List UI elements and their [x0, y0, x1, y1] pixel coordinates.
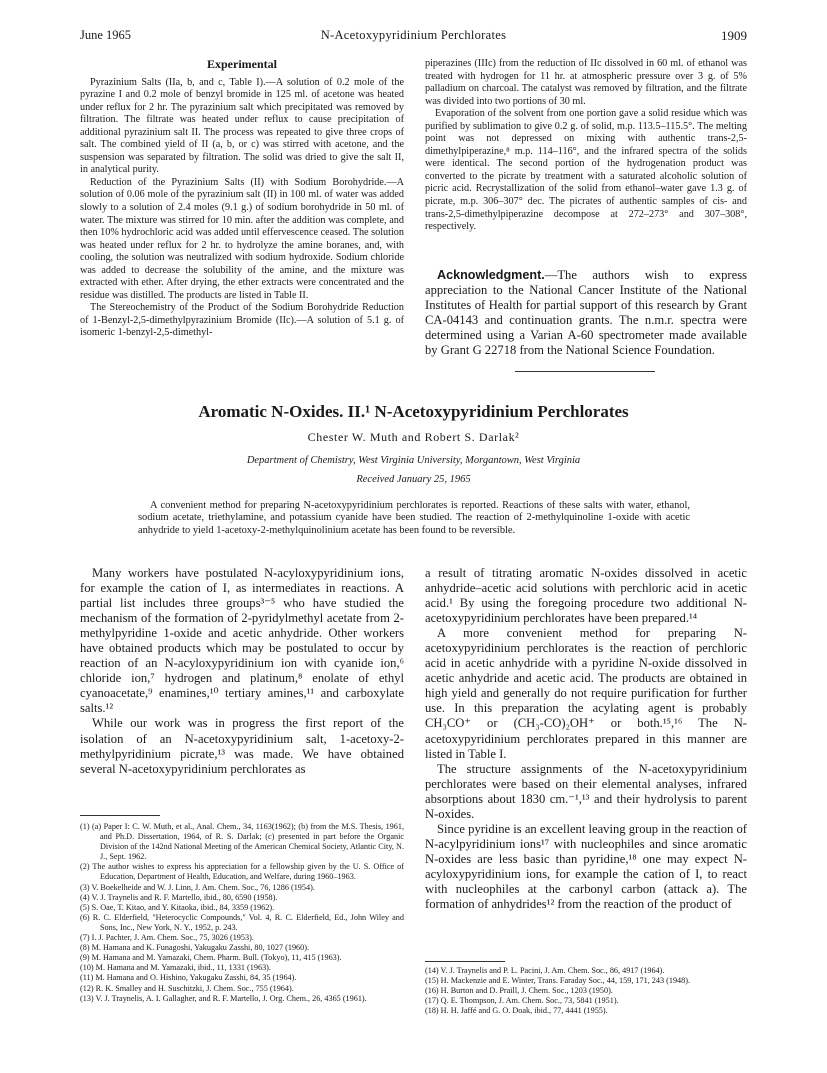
article-authors: Chester W. Muth and Robert S. Darlak²: [307, 430, 520, 444]
footnote: (6) R. C. Elderfield, "Heterocyclic Compounds," Vol. 4, R. C. Elderfield, Ed., John Wiley and Sons, Inc., New York, N. Y., 1952, p. 243.: [80, 912, 404, 932]
footnote: (8) M. Hamana and K. Funagoshi, Yakugaku Zasshi, 80, 1027 (1960).: [80, 943, 309, 953]
footnote: (10) M. Hamana and M. Yamazaki, ibid., 11, 1331 (1963).: [80, 963, 271, 973]
experimental-paragraph: Pyrazinium Salts (IIa, b, and c, Table I).—A solution of 0.2 mole of the pyrazine I and 0.2 mole of benzyl bromide in 125 ml. of acetone was heated under reflux for 2 hr. The pyrazinium salt which precipitated was removed by filtration. The filtrate was heated under reflux to cause precipitation of additional pyrazinium salt II. The process was repeated to give three crops of salt. The combined yield of II (a, b, or c) was stirred with acetone, and the suspension was separated by filtration. The solid was dried to give the salt II, in analytical purity.: [80, 76, 404, 176]
experimental-section: [80, 58, 404, 340]
footnote: (12) R. K. Smalley and H. Suschitzki, J. Chem. Soc., 755 (1964).: [80, 983, 294, 993]
header-running-title: N-Acetoxypyridinium Perchlorates: [320, 28, 507, 42]
acknowledgment: [425, 268, 747, 358]
footnote: (4) V. J. Traynelis and R. F. Martello, ibid., 80, 6590 (1958).: [80, 892, 278, 902]
footnote: (16) H. Burton and D. Praill, J. Chem. Soc., 1203 (1950).: [425, 986, 613, 996]
body-paragraph: Since pyridine is an excellent leaving group in the reaction of N-acylpyridinium ions¹⁷ with nucleophiles and since aromatic N-oxides are less basic than pyridine,¹⁸ one may expect N-acyloxypyridinium ions, for example the cation of I, to react with nucleophiles at the carbonyl carbon (attack a). The formation of anhydrides¹² from the reaction of the product of: [425, 821, 747, 912]
experimental-paragraph: The Stereochemistry of the Product of the Sodium Borohydride Reduction of 1-Benzyl-2,5-dimethylpyrazinium Bromide (IIc).—A solution of 5.1 g. of isomeric 1-benzyl-2,5-dimethyl-: [80, 302, 404, 339]
footnote: (18) H. H. Jaffé and G. O. Doak, ibid., 77, 4441 (1955).: [425, 1006, 608, 1016]
experimental-paragraph: piperazines (IIIc) from the reduction of IIc dissolved in 60 ml. of ethanol was treated with hydrogen for 11 hr. at atmospheric pressure over 3 g. of 5% palladium on charcoal. The catalyst was removed by filtration, and the filtrate was divided into two portions of 30 ml.: [425, 58, 747, 107]
footnote: (13) V. J. Traynelis, A. I. Gallagher, and R. F. Martello, J. Org. Chem., 26, 4365 (1961).: [80, 993, 367, 1003]
experimental-paragraph: Evaporation of the solvent from one portion gave a solid residue which was purified by sublimation to give 0.2 g. of solid, m.p. 113.5–115.5°. The melting point was not depressed on mixing with authentic trans-2,5-dimethylpiperazine,⁸ m.p. 114–116°, and the infrared spectra of the solids were identical. The second portion of the hydrogenation product was converted to the picrate by treatment with a saturated alcoholic solution of picric acid. Recrystallization of the solid from ethanol–water gave 1.3 g. of picrate, m.p. 306–307° dec. The picrates of authentic samples of cis- and trans-2,5-dimethylpiperazine decompose at 272–273° and 307–308°, respectively.: [425, 108, 747, 233]
acknowledgment-label: Acknowledgment.: [437, 268, 545, 282]
footnote: (9) M. Hamana and M. Yamazaki, Chem. Pharm. Bull. (Tokyo), 11, 415 (1963).: [80, 953, 342, 963]
body-paragraph: The structure assignments of the N-acetoxypyridinium perchlorates were based on their elemental analyses, infrared absorptions about 1830 cm.⁻¹,¹³ and their hydrolysis to parent N-oxides.: [425, 761, 747, 821]
acknowledgment-text: —The authors wish to express appreciation to the National Cancer Institute of the National Institutes of Health for partial support of this research by Grant CA-04143 and continuation grants. The n.m.r. spectra were determined using a Varian A-60 spectrometer made available by Grant G 22718 from the National Science Foundation.: [425, 268, 747, 357]
header-date: June 1965: [80, 28, 132, 42]
body-paragraph: While our work was in progress the first report of the isolation of an N-acetoxypyridinium salt, 1-acetoxy-2-methylpyridinium picrate,¹³ was made. We have obtained several N-acetoxypyridinium perchlorates as: [80, 716, 404, 776]
footnote-rule-right: [425, 961, 505, 962]
abstract: A convenient method for preparing N-acetoxypyridinium perchlorates is reported. Reactions of these salts with water, ethanol, sodium acetate, triethylamine, and potassium cyanide have been studied. The reaction of 2-methylquinoline 1-oxide with acetic anhydride to yield 1-acetoxy-2-methylquinolinium acetate has been found to be reversible.: [138, 500, 690, 536]
footnote: (5) S. Oae, T. Kitao, and Y. Kitaoka, ibid., 84, 3359 (1962).: [80, 902, 275, 912]
footnote-rule-left: [80, 815, 160, 816]
footnote: (14) V. J. Traynelis and P. L. Pacini, J. Am. Chem. Soc., 86, 4917 (1964).: [425, 966, 665, 975]
article-affiliation: Department of Chemistry, West Virginia University, Morgantown, West Virginia: [246, 455, 581, 466]
footnote: (1) (a) Paper I: C. W. Muth, et al., Anal. Chem., 34, 1163(1962); (b) from the M.S. Thesis, 1961, and Ph.D. Dissertation, 1964, of R. S. Darlak; (c) presented in part before the Organic Division of the 142nd National Meeting of the American Chemical Society, Atlantic City, N. J., Sept. 1962.: [80, 822, 404, 862]
experimental-continued: [425, 58, 747, 234]
footnote: (3) V. Boekelheide and W. J. Linn, J. Am. Chem. Soc., 76, 1286 (1954).: [80, 882, 315, 892]
footnotes-left: [80, 822, 404, 1004]
body-paragraph: A more convenient method for preparing N-acetoxypyridinium perchlorates is the reaction of perchloric acid in acetic anhydride with a pyridine N-oxide dissolved in acetic anhydride and acetic acid. The products are obtained in high yield and generally do not require purification for further use. In this preparation the acylating agent is probably CH₃CO⁺ or (CH₃-CO)₂OH⁺ or both.¹⁵,¹⁶ The N-acetoxypyridinium perchlorates prepared in this manner are listed in Table I.: [425, 626, 747, 761]
footnote: (17) Q. E. Thompson, J. Am. Chem. Soc., 73, 5841 (1951).: [425, 996, 619, 1006]
article-title: Aromatic N-Oxides. II.¹ N-Acetoxypyridinium Perchlorates: [198, 402, 629, 421]
running-header: [80, 28, 747, 44]
footnotes-right: [425, 966, 747, 1016]
footnote: (2) The author wishes to express his appreciation for a fellowship given by the U. S. Office of Education, Department of Health, Education, and Welfare, during 1960–1963.: [80, 862, 404, 882]
footnote: (11) M. Hamana and O. Hishino, Yakugaku Zasshi, 84, 35 (1964).: [80, 973, 297, 983]
experimental-paragraph: Reduction of the Pyrazinium Salts (II) with Sodium Borohydride.—A solution of 0.06 mole of the pyrazinium salt (II) in 100 ml. of water was added slowly to a solution of 2.4 moles (9.1 g.) of sodium borohydride in 50 ml. of water. The mixture was stirred for 10 min. after the addition was complete, and then 10% hydrochloric acid was added until effervescence ceased. The solution was heated under reflux for 2 hr. to hydrolyze the amine boranes, and, with cooling, the solution was neutralized with sodium hydroxide. Sodium chloride was added to decrease the solubility of the amine, and the mixture was extracted with ether. After drying, the ether extracts were concentrated and the residue was distilled. The products are listed in Table II.: [80, 176, 404, 301]
section-heading: Experimental: [207, 57, 277, 71]
body-column-left: [80, 566, 404, 777]
section-divider: [515, 371, 655, 372]
footnote: (7) I. J. Pachter, J. Am. Chem. Soc., 75, 3026 (1953).: [80, 933, 254, 943]
body-column-right: [425, 566, 747, 912]
received-date: Received January 25, 1965: [356, 474, 471, 485]
body-paragraph: a result of titrating aromatic N-oxides dissolved in acetic anhydride–acetic acid solutions with perchloric acid in acetic acid.¹ By using the foregoing procedure two additional N-acetoxypyridinium perchlorates have been prepared.¹⁴: [425, 566, 747, 626]
page-number: 1909: [721, 28, 747, 43]
body-paragraph: Many workers have postulated N-acyloxypyridinium ions, for example the cation of I, as intermediates in reactions. A partial list includes three groups³⁻⁵ who have studied the mechanism of the formation of 2-pyridylmethyl acetate from 2-methylpyridine 1-oxide and acetic anhydride. Other workers have obtained products which may be postulated to occur by reaction of an N-acyloxypyridinium ion with cyanide ion,⁶ chloride ion,⁷ hydrogen and platinum,⁸ enolate of ethyl cyanoacetate,⁹ enamines,¹⁰ tertiary amines,¹¹ and carboxylate salts.¹²: [80, 566, 404, 716]
footnote: (15) H. Mackenzie and E. Winter, Trans. Faraday Soc., 44, 159, 171, 243 (1948).: [425, 976, 691, 986]
